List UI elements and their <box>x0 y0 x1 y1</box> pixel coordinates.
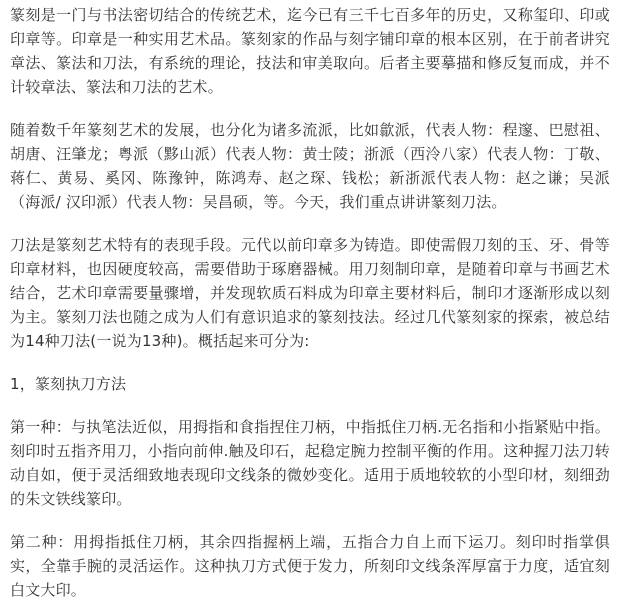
paragraph-schools: 随着数千年篆刻艺术的发展，也分化为诸多流派，比如歙派，代表人物：程邃、巴慰祖、胡唐、汪肇龙；粤派（黟山派）代表人物：黄士陵；浙派（西泠八家）代表人物：丁敬、蒋仁、黄易、奚冈、陈豫钟，陈鸿寿、赵之琛、钱松；新浙派代表人物：赵之谦；吴派（海派/ 汉印派）代表人物：吴昌硕，等。今天，我们重点讲讲篆刻刀法。 <box>10 121 610 211</box>
paragraph-intro: 篆刻是一门与书法密切结合的传统艺术，迄今已有三千七百多年的历史，又称玺印、印或印章等。印章是一种实用艺术品。篆刻家的作品与刻字铺印章的根本区别，在于前者讲究章法、篆法和刀法，有系统的理论，技法和审美取向。后者主要摹描和修反复而成，并不计较章法、篆法和刀法的艺术。 <box>10 6 610 96</box>
paragraph-method-two: 第二种：用拇指抵住刀柄，其余四指握柄上端，五指合力自上而下运刀。刻印时指掌俱实，全靠手腕的灵活运作。这种执刀方式便于发力，所刻印文线条浑厚富于力度，适宜刻白文大印。 <box>10 533 610 599</box>
section-heading-holding-knife: 1，篆刻执刀方法 <box>10 375 127 393</box>
paragraph-knife-methods: 刀法是篆刻艺术特有的表现手段。元代以前印章多为铸造。即使需假刀刻的玉、牙、骨等印章材料，也因硬度较高，需要借助于琢磨器械。用刀刻制印章，是随着印章与书画艺术结合，艺术印章需要量骤增，并发现软质石料成为印章主要材料后，制印才逐渐形成以刻为主。篆刻刀法也随之成为人们有意识追求的篆刻技法。经过几代篆刻家的探索，被总结为14种刀法(一说为13种)。概括起来可分为: <box>10 236 610 350</box>
paragraph-method-one: 第一种：与执笔法近似，用拇指和食指捏住刀柄，中指抵住刀柄.无名指和小指紧贴中指。刻印时五指齐用刀，小指向前伸.触及印石，起稳定腕力控制平衡的作用。这种握刀法刀转动自如，便于灵活细致地表现印文线条的微妙变化。适用于质地较软的小型印材，刻细劲的朱文铁线篆印。 <box>10 418 610 508</box>
